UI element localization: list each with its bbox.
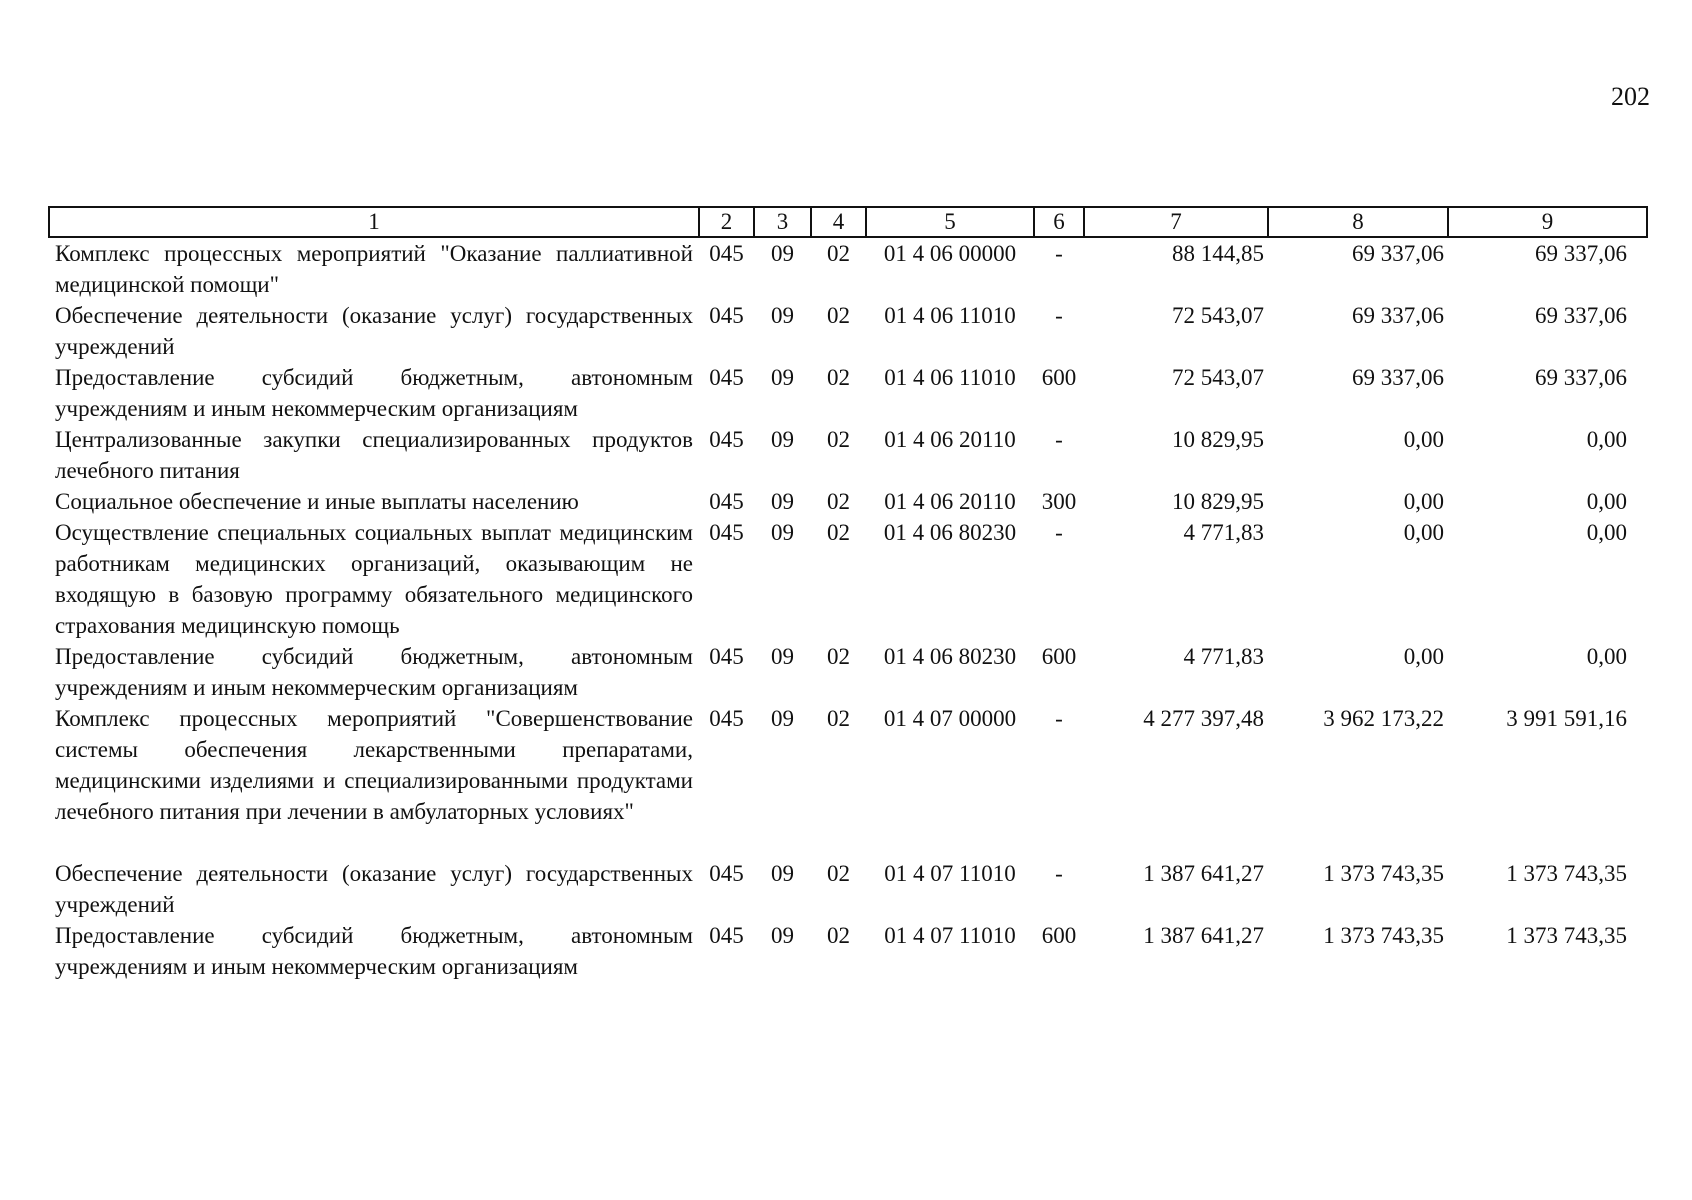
- header-row: [49, 207, 1647, 237]
- row-pr: 02: [827, 365, 850, 390]
- row-name: Комплекс процессных мероприятий "Совершенствование системы обеспечения лекарственными препаратами, медицинскими изделиями и специализированными продуктами лечебного питания при лечении в амбулаторных условиях": [55, 706, 693, 824]
- row-grbs: 045: [709, 644, 744, 669]
- row-name: Предоставление субсидий бюджетным, автономным учреждениям и иным некоммерческим организациям: [55, 644, 693, 700]
- row-csr: 01 4 06 80230: [883, 520, 1017, 545]
- header-col-2: 2: [699, 207, 754, 237]
- table-row: [49, 300, 1647, 362]
- row-value-1: 88 144,85: [1172, 241, 1264, 266]
- header-col-8: 8: [1268, 207, 1448, 237]
- row-pr: 02: [827, 303, 850, 328]
- table-row: [49, 486, 1647, 517]
- row-rz: 09: [771, 489, 794, 514]
- row-pr: 02: [827, 861, 850, 886]
- row-value-1: 4 771,83: [1183, 644, 1264, 669]
- row-vr: -: [1055, 861, 1063, 886]
- row-vr: -: [1055, 520, 1063, 545]
- row-value-1: 4 277 397,48: [1143, 706, 1264, 731]
- row-name: Предоставление субсидий бюджетным, автономным учреждениям и иным некоммерческим организациям: [55, 365, 693, 421]
- row-value-2: 0,00: [1403, 520, 1444, 545]
- row-value-3: 0,00: [1586, 520, 1627, 545]
- row-name: Осуществление специальных социальных выплат медицинским работникам медицинских организаций, оказывающим не входящую в базовую программу обязательного медицинского страхования медицинскую помощь: [55, 520, 693, 638]
- row-pr: 02: [827, 644, 850, 669]
- row-pr: 02: [827, 427, 850, 452]
- row-vr: -: [1055, 427, 1063, 452]
- row-vr: -: [1055, 303, 1063, 328]
- row-csr: 01 4 06 20110: [884, 427, 1016, 452]
- row-grbs: 045: [709, 241, 744, 266]
- row-pr: 02: [827, 706, 850, 731]
- budget-table: [48, 206, 1648, 982]
- row-rz: 09: [771, 923, 794, 948]
- row-grbs: 045: [709, 520, 744, 545]
- row-csr: 01 4 07 11010: [884, 861, 1016, 886]
- row-rz: 09: [771, 861, 794, 886]
- row-value-2: 1 373 743,35: [1323, 923, 1444, 948]
- table-row: [49, 362, 1647, 424]
- row-value-3: 0,00: [1586, 427, 1627, 452]
- row-rz: 09: [771, 303, 794, 328]
- row-csr: 01 4 06 11010: [884, 303, 1016, 328]
- row-rz: 09: [771, 644, 794, 669]
- table-row: [49, 641, 1647, 703]
- row-rz: 09: [771, 427, 794, 452]
- page-number: 202: [1611, 82, 1650, 111]
- row-csr: 01 4 06 11010: [884, 365, 1016, 390]
- row-grbs: 045: [709, 365, 744, 390]
- row-value-2: 1 373 743,35: [1323, 861, 1444, 886]
- row-grbs: 045: [709, 303, 744, 328]
- row-vr: 600: [1041, 365, 1077, 390]
- header-col-9: 9: [1448, 207, 1647, 237]
- row-value-3: 0,00: [1586, 489, 1627, 514]
- row-value-2: 0,00: [1403, 489, 1444, 514]
- table-row: [49, 517, 1647, 641]
- row-csr: 01 4 07 00000: [883, 706, 1017, 731]
- row-pr: 02: [827, 241, 850, 266]
- row-rz: 09: [771, 520, 794, 545]
- row-csr: 01 4 06 20110: [884, 489, 1016, 514]
- row-grbs: 045: [709, 923, 744, 948]
- row-grbs: 045: [709, 861, 744, 886]
- row-name: Централизованные закупки специализированных продуктов лечебного питания: [55, 427, 693, 483]
- row-value-2: 69 337,06: [1352, 365, 1444, 390]
- row-csr: 01 4 06 00000: [883, 241, 1017, 266]
- header-col-4: 4: [811, 207, 866, 237]
- header-col-5: 5: [866, 207, 1034, 237]
- row-vr: 600: [1041, 923, 1077, 948]
- row-value-1: 1 387 641,27: [1143, 861, 1264, 886]
- table-row: [49, 424, 1647, 486]
- row-grbs: 045: [709, 489, 744, 514]
- header-col-3: 3: [754, 207, 811, 237]
- row-name: Предоставление субсидий бюджетным, автономным учреждениям и иным некоммерческим организациям: [55, 923, 693, 979]
- row-value-1: 72 543,07: [1172, 365, 1264, 390]
- row-pr: 02: [827, 520, 850, 545]
- row-name: Комплекс процессных мероприятий "Оказание паллиативной медицинской помощи": [55, 241, 693, 297]
- row-grbs: 045: [709, 706, 744, 731]
- row-vr: -: [1055, 706, 1063, 731]
- row-rz: 09: [771, 241, 794, 266]
- row-value-3: 0,00: [1586, 644, 1627, 669]
- row-value-3: 1 373 743,35: [1506, 923, 1627, 948]
- row-value-2: 69 337,06: [1352, 241, 1444, 266]
- header-col-7: 7: [1084, 207, 1268, 237]
- table-row: [49, 237, 1647, 300]
- row-value-3: 69 337,06: [1535, 303, 1627, 328]
- table-row: [49, 858, 1647, 920]
- row-vr: 300: [1041, 489, 1077, 514]
- row-value-2: 69 337,06: [1352, 303, 1444, 328]
- row-name: Обеспечение деятельности (оказание услуг) государственных учреждений: [55, 861, 693, 917]
- row-value-2: 3 962 173,22: [1323, 706, 1444, 731]
- row-value-1: 72 543,07: [1172, 303, 1264, 328]
- row-value-1: 10 829,95: [1172, 489, 1264, 514]
- row-name: Обеспечение деятельности (оказание услуг) государственных учреждений: [55, 303, 693, 359]
- row-pr: 02: [827, 923, 850, 948]
- row-grbs: 045: [709, 427, 744, 452]
- row-rz: 09: [771, 706, 794, 731]
- row-value-1: 10 829,95: [1172, 427, 1264, 452]
- row-value-3: 3 991 591,16: [1506, 706, 1627, 731]
- row-rz: 09: [771, 365, 794, 390]
- row-vr: 600: [1041, 644, 1077, 669]
- row-value-1: 1 387 641,27: [1143, 923, 1264, 948]
- header-col-6: 6: [1034, 207, 1084, 237]
- row-value-3: 1 373 743,35: [1506, 861, 1627, 886]
- row-pr: 02: [827, 489, 850, 514]
- row-value-2: 0,00: [1403, 644, 1444, 669]
- table-row: [49, 920, 1647, 982]
- row-csr: 01 4 07 11010: [884, 923, 1016, 948]
- row-csr: 01 4 06 80230: [883, 644, 1017, 669]
- row-value-2: 0,00: [1403, 427, 1444, 452]
- row-value-1: 4 771,83: [1183, 520, 1264, 545]
- row-vr: -: [1055, 241, 1063, 266]
- header-col-1: 1: [49, 207, 699, 237]
- row-value-3: 69 337,06: [1535, 241, 1627, 266]
- row-value-3: 69 337,06: [1535, 365, 1627, 390]
- table-row: [49, 703, 1647, 858]
- row-name: Социальное обеспечение и иные выплаты населению: [55, 489, 579, 514]
